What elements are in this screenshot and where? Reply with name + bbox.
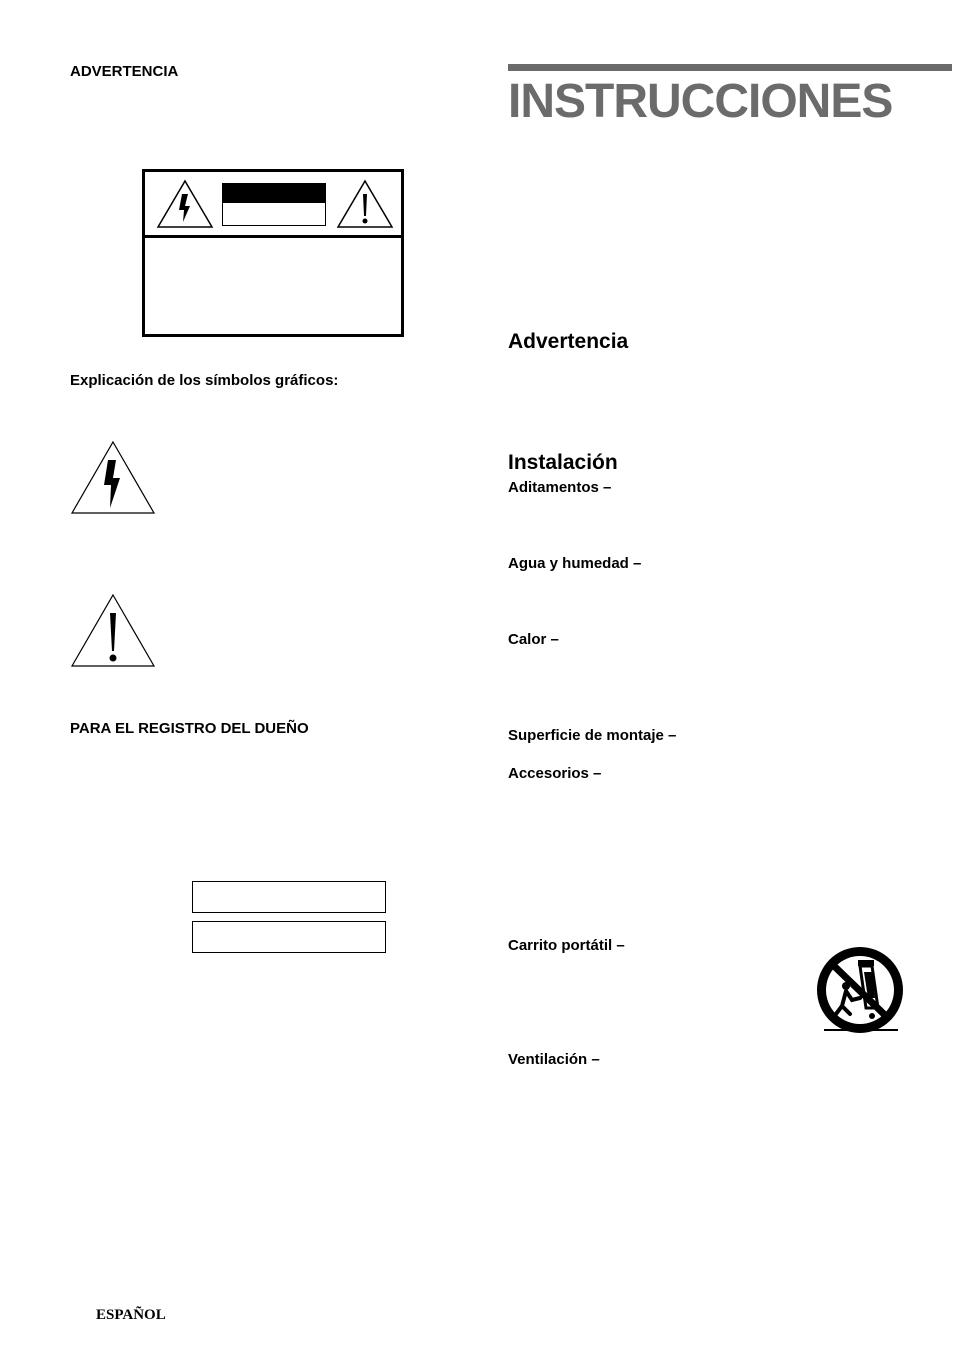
item-water-moisture: Agua y humedad – bbox=[508, 555, 642, 572]
symbols-heading: Explicación de los símbolos gráficos: bbox=[70, 372, 339, 389]
caution-label-black-band bbox=[222, 183, 326, 203]
item-attachments: Aditamentos – bbox=[508, 479, 612, 496]
installation-section-heading: Instalación bbox=[508, 451, 618, 474]
small-exclamation-triangle-icon bbox=[335, 178, 395, 230]
footer-language: ESPAÑOL bbox=[96, 1307, 166, 1323]
page-title: INSTRUCCIONES bbox=[508, 75, 893, 128]
lightning-triangle-icon bbox=[70, 440, 156, 516]
item-portable-cart: Carrito portátil – bbox=[508, 937, 625, 954]
caution-label-box bbox=[142, 169, 404, 337]
warning-heading: ADVERTENCIA bbox=[70, 63, 179, 80]
serial-number-field[interactable] bbox=[192, 921, 386, 953]
owner-record-heading: PARA EL REGISTRO DEL DUEÑO bbox=[70, 720, 309, 737]
caution-label-white-band bbox=[222, 203, 326, 226]
portable-cart-warning-icon bbox=[812, 942, 908, 1038]
model-number-field[interactable] bbox=[192, 881, 386, 913]
item-heat: Calor – bbox=[508, 631, 559, 648]
title-rule bbox=[508, 64, 952, 71]
warning-section-heading: Advertencia bbox=[508, 330, 629, 353]
item-mounting-surface: Superficie de montaje – bbox=[508, 727, 677, 744]
exclamation-triangle-icon bbox=[70, 593, 156, 669]
small-lightning-triangle-icon bbox=[155, 178, 215, 230]
item-accessories: Accesorios – bbox=[508, 765, 602, 782]
item-ventilation: Ventilación – bbox=[508, 1051, 600, 1068]
caution-label-divider bbox=[145, 235, 401, 238]
